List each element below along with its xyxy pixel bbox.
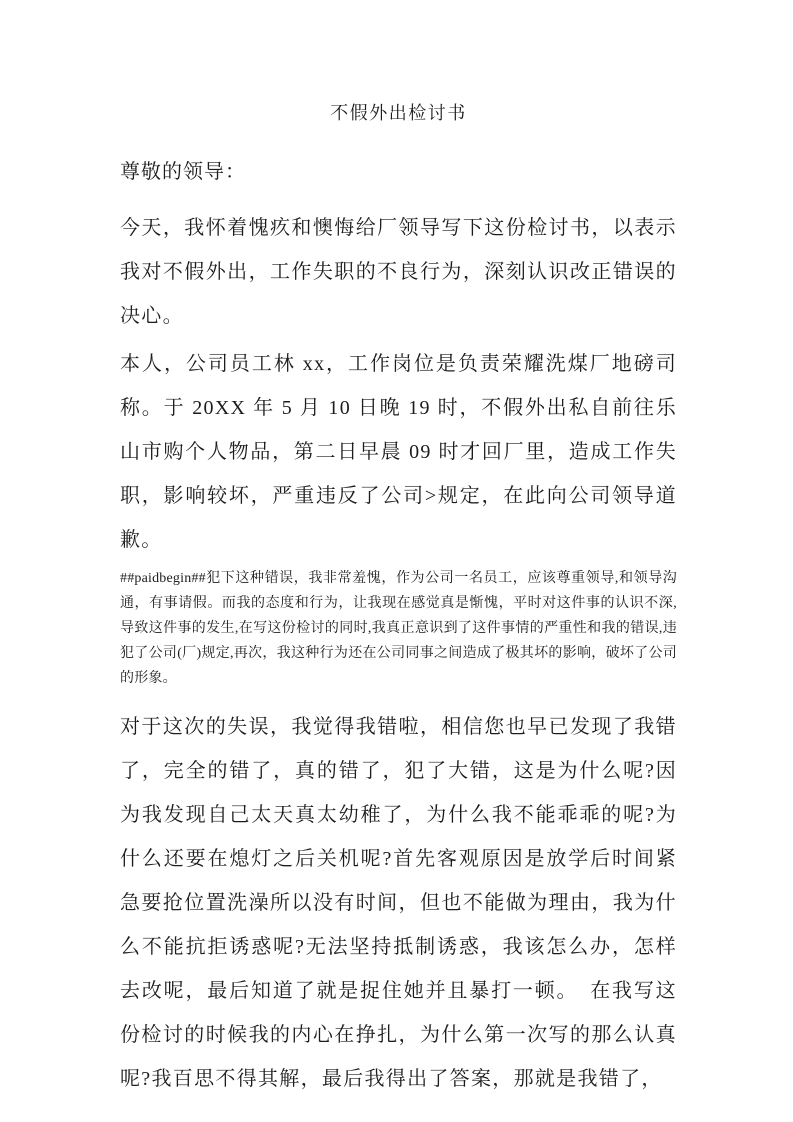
greeting-line: 尊敬的领导：	[120, 161, 246, 183]
paragraph-intro: 今天，我怀着愧疚和懊悔给厂领导写下这份检讨书，以表示我对不假外出，工作失职的不良行为，深刻认识改正错误的决心。	[120, 217, 677, 327]
paragraph-paidbegin-small: ##paidbegin##犯下这种错误，我非常羞愧，作为公司一名员工，应该尊重领导,和领导沟通，有事请假。而我的态度和行为，让我现在感觉真是惭愧，平时对这件事的认识不深,导致这件事的发生,在写这份检讨的同时,我真正意识到了这件事情的严重性和我的错误,违犯了公司(厂)规定,再次，我这种行为还在公司同事之间造成了极其坏的影响，破坏了公司的形象。	[120, 571, 677, 686]
document-title: 不假外出检讨书	[330, 103, 467, 123]
paragraph-incident: 本人，公司员工林 xx，工作岗位是负责荣耀洗煤厂地磅司称。于 20XX 年 5 月 10 日晚 19 时，不假外出私自前往乐山市购个人物品，第二日早晨 09 时才回厂里，造成工作失职，影响较坏，严重违反了公司>规定，在此向公司领导道歉。	[120, 353, 677, 551]
paragraph-reflection: 对于这次的失误，我觉得我错啦，相信您也早已发现了我错了，完全的错了，真的错了，犯了大错，这是为什么呢?因为我发现自己太天真太幼稚了，为什么我不能乖乖的呢?为什么还要在熄灯之后关机呢?首先客观原因是放学后时间紧急要抢位置洗澡所以没有时间，但也不能做为理由，我为什么不能抗拒诱惑呢?无法坚持抵制诱惑，我该怎么办，怎样去改呢，最后知道了就是捉住她并且暴打一顿。 在我写这份检讨的时候我的内心在挣扎，为什么第一次写的那么认真呢?我百思不得其解，最后我得出了答案，那就是我错了，	[120, 716, 677, 1090]
